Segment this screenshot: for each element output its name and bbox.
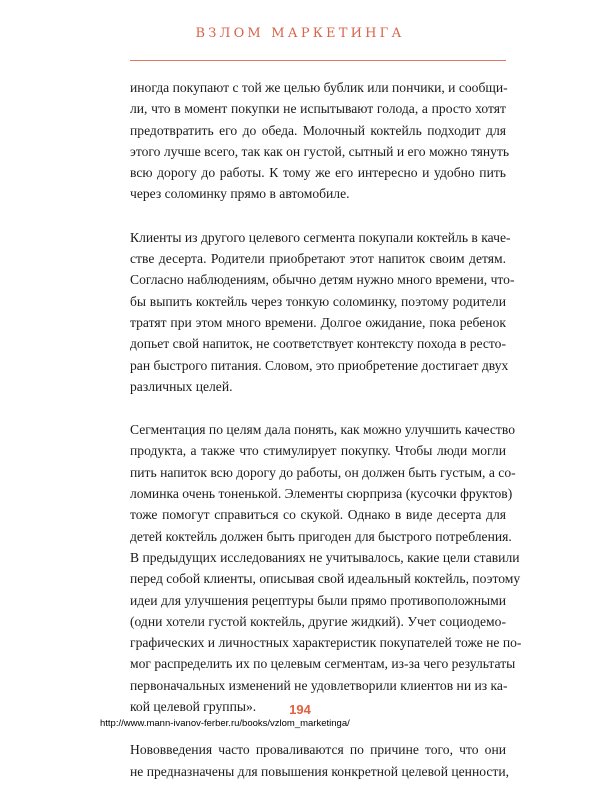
text-line: тоже помогут справиться со скукой. Однако в виде десерта для [130,507,506,523]
text-line: ран быстрого питания. Словом, это приобретение достигает двух [130,357,509,373]
page-body [130,77,522,804]
text-line: допьет свой напиток, не соответствует контексту похода в ресто- [130,336,506,352]
paragraph [130,77,510,205]
running-header: ВЗЛОМ МАРКЕТИНГА [195,26,405,41]
paragraph [130,419,522,717]
text-line: мог распределить их по целевым сегментам, из-за чего результаты [130,656,516,672]
paragraph [130,227,515,397]
text-line: Клиенты из другого целевого сегмента покупали коктейль в каче- [130,229,511,245]
text-line: иногда покупают с той же целью бублик или пончики, и сообщи- [130,80,508,95]
text-line: бы выпить коктейль через тонкую соломинку, поэтому родители [130,293,506,309]
text-line: тратят при этом много времени. Долгое ожидание, пока ребенок [130,314,506,330]
text-line: Согласно наблюдениям, обычно детям нужно много времени, что- [130,272,515,288]
text-line: различных целей. [130,378,233,394]
text-line: продукта, а также что стимулирует покупку. Чтобы люди могли [130,443,506,459]
source-url[interactable]: http://www.mann-ivanov-ferber.ru/books/vzlom_marketinga/ [100,718,350,729]
text-line: В предыдущих исследованиях не учитывалось, какие цели ставили [130,549,520,565]
text-line: Нововведения часто проваливаются по причине того, что они [130,742,506,758]
text-line: этого лучше всего, так как он густой, сытный и его можно тянуть [130,143,510,159]
text-line: ломинка очень тоненькой. Элементы сюрприза (кусочки фруктов) [130,486,513,502]
text-line: через соломинку прямо в автомобиле. [130,186,350,202]
text-line: Сегментация по целям дала понять, как можно улучшить качество [130,422,515,438]
text-line: пить напиток всю дорогу до работы, он должен быть густым, а со- [130,464,516,480]
text-line: предотвратить его до обеда. Молочный коктейль подходит для [130,122,506,138]
text-line: стве десерта. Родители приобретают этот напиток своим детям. [130,251,506,267]
header-divider [130,60,506,61]
text-line: кой целевой группы». [130,699,257,715]
text-line: идеи для улучшения рецептуры были прямо противоположными [130,592,506,608]
text-line: всю дорогу до работы. К тому же его интересно и удобно пить [130,165,506,181]
text-line: перед собой клиенты, описывая свой идеальный коктейль, поэтому [130,571,521,587]
text-line: графических и личностных характеристик покупателей тоже не по- [130,635,522,651]
text-line: детей коктейль должен быть пригоден для быстрого потребления. [130,528,512,544]
page-number: 194 [289,702,311,717]
text-line: ли, что в момент покупки не испытывают голода, а просто хотят [130,101,506,117]
text-line: не предназначены для повышения конкретной целевой ценности, [130,763,510,779]
text-line: (одни хотели густой коктейль, другие жидкий). Учет социодемо- [130,613,506,629]
text-line: первоначальных изменений не удовлетворили клиентов ни из ка- [130,677,508,693]
paragraph [130,739,510,782]
